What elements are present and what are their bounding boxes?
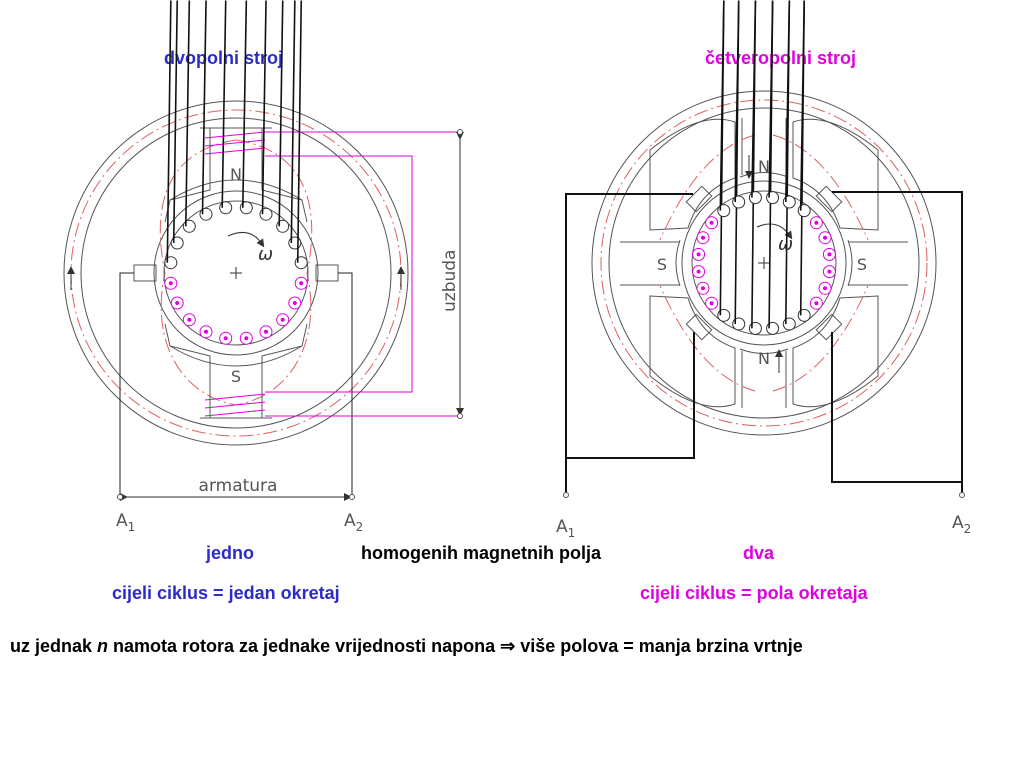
omega-label-left: ω (258, 244, 274, 265)
rotor-conductor-mark (243, 1, 247, 208)
caption-right-cycle: cijeli ciklus = pola okretaja (640, 583, 868, 603)
rotor-conductor-mark (293, 301, 297, 305)
rotor-conductor-mark (814, 221, 818, 225)
pole-label-n: N (230, 165, 242, 184)
rotor-conductor-mark (697, 270, 701, 274)
rotor-conductor-mark (827, 252, 831, 256)
omega-label-right: ω (778, 234, 794, 255)
pole-bottom-face (170, 346, 302, 366)
rotor-conductor-mark (823, 236, 827, 240)
rotor-conductor-mark (222, 1, 226, 208)
rotor-conductor-mark (264, 330, 268, 334)
rotor-conductor-mark (203, 1, 207, 215)
rotor-conductor-mark (823, 286, 827, 290)
brush-right (316, 265, 338, 281)
armature-wiring-right (566, 192, 962, 495)
terminal-a1-left (118, 495, 123, 500)
rotor-conductor-mark (244, 336, 248, 340)
rotor-conductor-mark (281, 318, 285, 322)
armature-wire-right (338, 273, 352, 497)
terminal-excitation-top (458, 130, 463, 135)
caption-bottom (10, 636, 803, 657)
rotor-conductor-mark (710, 221, 714, 225)
terminal-a1-left-label: $A_1$ (116, 511, 136, 534)
rotor-conductor-mark (827, 270, 831, 274)
rotor-conductor-mark (697, 252, 701, 256)
caption-middle: homogenih magnetnih polja (361, 543, 601, 563)
rotor-conductor-mark (701, 236, 705, 240)
terminal-a2-left (350, 495, 355, 500)
terminal-excitation-bottom (458, 414, 463, 419)
pole-label-s-left: S (656, 255, 668, 274)
pole-label-s-right: S (856, 255, 868, 274)
pole-label-n-top: N (758, 157, 770, 176)
rotor-center-right (758, 257, 770, 269)
rotor-conductor-mark (291, 1, 295, 244)
caption-left-cycle: cijeli ciklus = jedan okretaj (112, 583, 340, 603)
pole-label-n-bottom: N (758, 349, 770, 368)
rotor-conductor-mark (224, 336, 228, 340)
caption-left-count: jedno (206, 543, 254, 563)
terminal-a1-right-label: $A_1$ (556, 517, 576, 540)
rotor-conductor-mark (299, 281, 303, 285)
rotor-center (230, 267, 242, 279)
caption-right-count: dva (743, 543, 775, 563)
brush-bl (686, 314, 711, 339)
terminal-a2-left-label: $A_2$ (344, 511, 364, 534)
four-pole-machine (564, 1, 965, 498)
rotor-conductor-mark (186, 1, 190, 227)
left-title: dvopolni stroj (164, 48, 283, 68)
rotor-conductor-mark (169, 281, 173, 285)
terminal-a2-right (960, 493, 965, 498)
terminal-a2-right-label: $A_2$ (952, 513, 972, 536)
rotor-conductor-mark (175, 301, 179, 305)
armature-wire-left (120, 273, 134, 497)
caption-bottom-n: n (97, 636, 109, 656)
rotor-conductor-mark (263, 1, 267, 215)
rotation-arrow (228, 232, 262, 244)
brush-br (816, 314, 841, 339)
rotor-conductor-mark (710, 301, 714, 305)
brush-left (134, 265, 156, 281)
right-title: četveropolni stroj (705, 48, 857, 68)
terminal-a1-right (564, 493, 569, 498)
rotor-conductor-mark (814, 301, 818, 305)
label-armatura: armatura (198, 476, 278, 496)
rotor-conductor-mark (204, 330, 208, 334)
caption-bottom-pre: uz jednak (10, 636, 98, 656)
label-uzbuda: uzbuda (440, 249, 460, 312)
rotor-conductor-mark (187, 318, 191, 322)
pole-label-s: S (230, 367, 242, 386)
caption-bottom-post: namota rotora za jednake vrijednosti napona ⇒ više polova = manja brzina vrtnje (108, 636, 803, 656)
rotor-conductor-mark (279, 1, 283, 227)
brush-tl (686, 186, 711, 211)
brush-tr (816, 186, 841, 211)
rotor-conductor-mark (701, 286, 705, 290)
